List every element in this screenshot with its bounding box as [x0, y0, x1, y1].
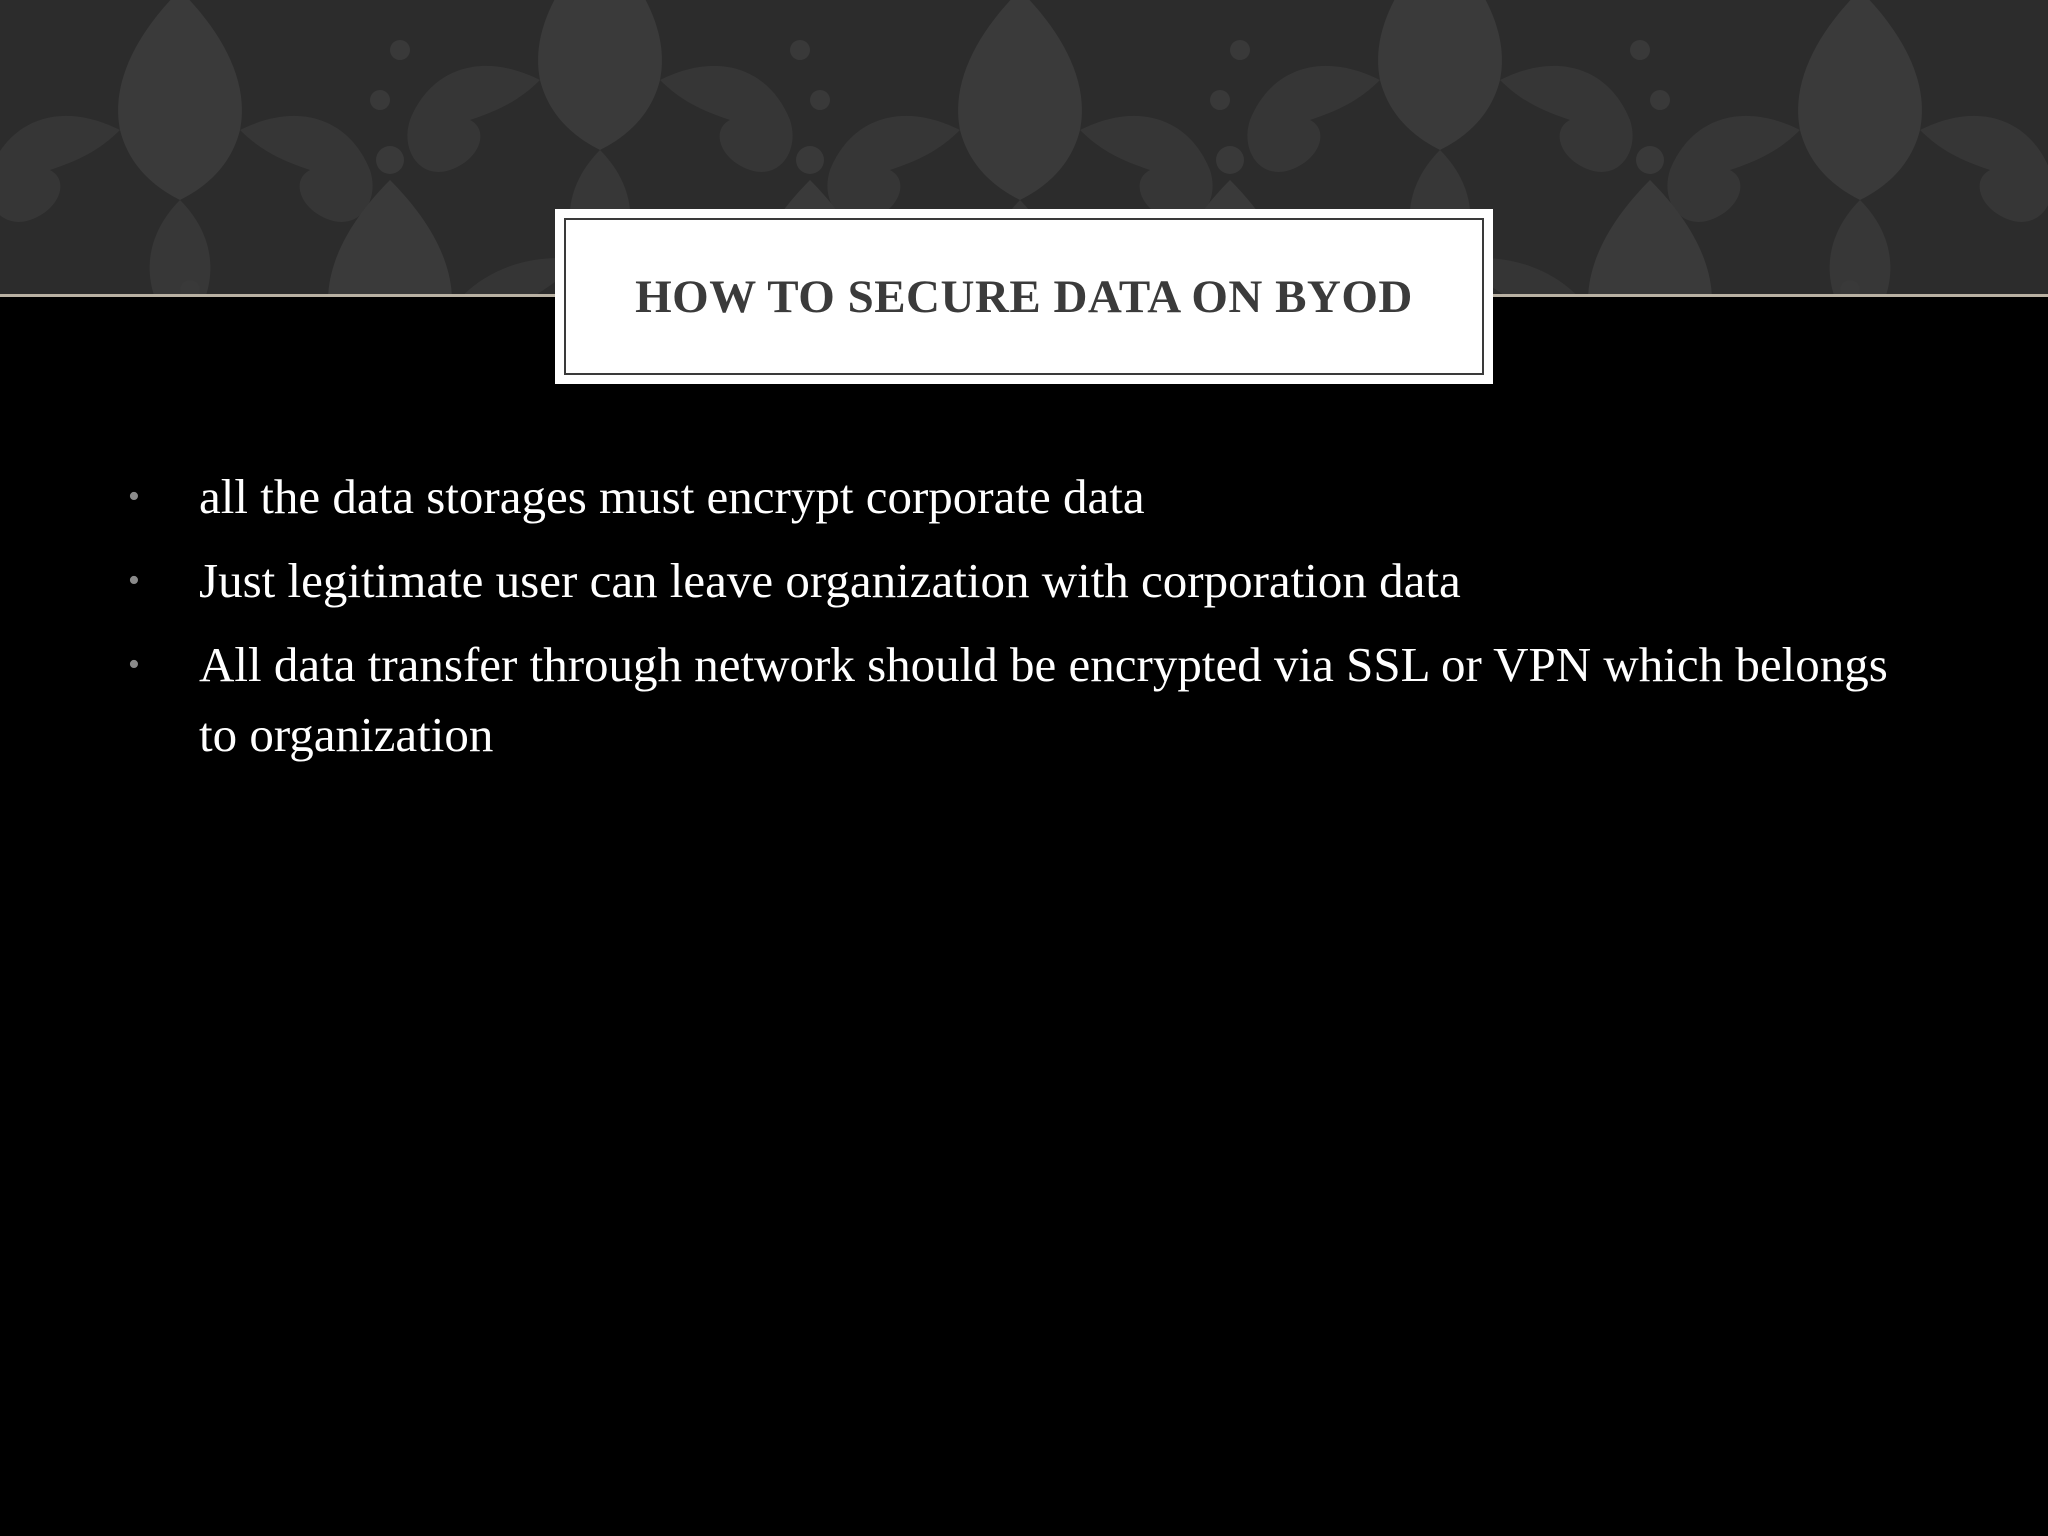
bullet-icon: • [128, 478, 140, 515]
title-box [555, 209, 1493, 384]
bullet-text: Just legitimate user can leave organization with corporation data [199, 553, 1461, 608]
bullet-item [120, 630, 1920, 770]
bullet-item [120, 546, 1920, 616]
title-box-inner [564, 218, 1484, 375]
bullet-item [120, 462, 1920, 532]
bullet-text: all the data storages must encrypt corporate data [199, 469, 1145, 524]
bullet-icon: • [128, 562, 140, 599]
slide-title: HOW TO SECURE DATA ON BYOD [635, 270, 1413, 323]
bullet-icon: • [128, 646, 140, 683]
bullet-text: All data transfer through network should be encrypted via SSL or VPN which belongs to organization [199, 637, 1888, 762]
bullet-list [120, 462, 1920, 784]
